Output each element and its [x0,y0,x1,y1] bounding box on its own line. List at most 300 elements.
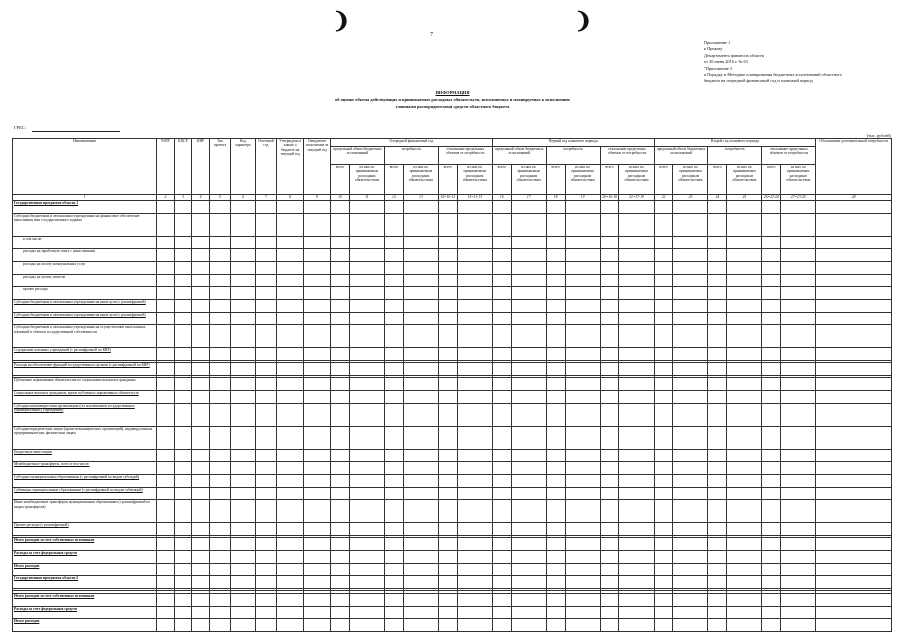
table-cell[interactable] [174,487,192,500]
table-cell[interactable] [654,606,673,619]
table-cell[interactable] [816,606,892,619]
table-cell[interactable] [304,391,331,404]
table-cell[interactable] [403,606,438,619]
table-cell[interactable] [816,538,892,551]
table-cell[interactable] [708,299,727,312]
table-cell[interactable] [304,274,331,287]
table-cell[interactable] [209,261,231,274]
table-cell[interactable] [673,201,708,214]
table-cell[interactable] [816,500,892,523]
table-cell[interactable] [762,274,781,287]
table-cell[interactable] [231,475,255,488]
table-cell[interactable] [816,426,892,449]
table-cell[interactable] [174,299,192,312]
table-cell[interactable] [192,426,210,449]
table-cell[interactable] [511,538,546,551]
table-cell[interactable] [654,378,673,391]
table-cell[interactable] [331,249,350,262]
table-cell[interactable] [304,236,331,249]
grbs-input-line[interactable] [32,131,120,132]
table-cell[interactable] [781,261,816,274]
table-cell[interactable] [565,487,600,500]
table-cell[interactable] [438,378,457,391]
table-cell[interactable] [511,563,546,576]
table-cell[interactable] [781,213,816,236]
table-cell[interactable] [331,487,350,500]
table-cell[interactable] [403,551,438,564]
table-cell[interactable] [384,261,403,274]
table-cell[interactable] [157,287,175,300]
table-cell[interactable] [708,348,727,361]
table-cell[interactable] [781,576,816,589]
table-cell[interactable] [277,274,304,287]
table-cell[interactable] [192,201,210,214]
table-cell[interactable] [438,274,457,287]
table-cell[interactable] [600,462,619,475]
table-cell[interactable] [708,274,727,287]
table-cell[interactable] [457,606,492,619]
table-cell[interactable] [403,449,438,462]
table-cell[interactable] [231,619,255,632]
table-cell[interactable] [438,299,457,312]
table-cell[interactable] [157,391,175,404]
table-cell[interactable] [492,475,511,488]
table-cell[interactable] [255,261,277,274]
table-cell[interactable] [511,487,546,500]
table-cell[interactable] [157,449,175,462]
table-cell[interactable] [781,312,816,325]
table-cell[interactable] [565,274,600,287]
table-cell[interactable] [654,391,673,404]
table-cell[interactable] [816,619,892,632]
table-cell[interactable] [673,563,708,576]
table-cell[interactable] [192,274,210,287]
table-cell[interactable] [209,325,231,348]
table-cell[interactable] [174,236,192,249]
table-cell[interactable] [619,475,654,488]
table-cell[interactable] [192,606,210,619]
table-cell[interactable] [816,475,892,488]
table-cell[interactable] [209,287,231,300]
table-cell[interactable] [157,403,175,426]
table-cell[interactable] [157,593,175,606]
table-cell[interactable] [192,363,210,376]
table-cell[interactable] [255,462,277,475]
table-cell[interactable] [762,449,781,462]
table-cell[interactable] [192,348,210,361]
table-cell[interactable] [457,426,492,449]
table-cell[interactable] [708,551,727,564]
table-cell[interactable] [277,449,304,462]
table-cell[interactable] [654,487,673,500]
table-cell[interactable] [157,487,175,500]
table-cell[interactable] [174,261,192,274]
table-cell[interactable] [174,523,192,536]
table-cell[interactable] [157,363,175,376]
table-cell[interactable] [174,462,192,475]
table-cell[interactable] [492,449,511,462]
table-cell[interactable] [565,213,600,236]
table-cell[interactable] [384,287,403,300]
table-cell[interactable] [708,261,727,274]
table-cell[interactable] [781,538,816,551]
table-cell[interactable] [654,325,673,348]
table-cell[interactable] [277,619,304,632]
table-cell[interactable] [546,576,565,589]
table-cell[interactable] [762,391,781,404]
table-cell[interactable] [492,576,511,589]
table-cell[interactable] [331,593,350,606]
table-cell[interactable] [304,619,331,632]
table-cell[interactable] [255,576,277,589]
table-cell[interactable] [565,523,600,536]
table-cell[interactable] [673,619,708,632]
table-cell[interactable] [492,462,511,475]
table-cell[interactable] [511,606,546,619]
table-cell[interactable] [511,299,546,312]
table-cell[interactable] [457,348,492,361]
table-cell[interactable] [349,363,384,376]
table-cell[interactable] [255,593,277,606]
table-cell[interactable] [673,249,708,262]
table-cell[interactable] [331,363,350,376]
table-cell[interactable] [384,576,403,589]
table-cell[interactable] [209,538,231,551]
table-cell[interactable] [209,619,231,632]
table-cell[interactable] [600,287,619,300]
table-cell[interactable] [727,449,762,462]
table-cell[interactable] [600,426,619,449]
table-cell[interactable] [546,403,565,426]
table-cell[interactable] [255,538,277,551]
table-cell[interactable] [619,551,654,564]
table-cell[interactable] [600,523,619,536]
table-cell[interactable] [304,403,331,426]
table-cell[interactable] [331,449,350,462]
table-cell[interactable] [781,363,816,376]
table-cell[interactable] [277,403,304,426]
table-cell[interactable] [546,201,565,214]
table-cell[interactable] [708,287,727,300]
table-cell[interactable] [157,523,175,536]
table-cell[interactable] [762,299,781,312]
table-cell[interactable] [565,249,600,262]
table-cell[interactable] [546,236,565,249]
table-cell[interactable] [816,348,892,361]
table-cell[interactable] [600,378,619,391]
table-cell[interactable] [492,619,511,632]
table-cell[interactable] [192,462,210,475]
table-cell[interactable] [619,312,654,325]
table-cell[interactable] [727,576,762,589]
table-cell[interactable] [654,201,673,214]
table-cell[interactable] [438,426,457,449]
table-cell[interactable] [231,261,255,274]
table-cell[interactable] [438,403,457,426]
table-cell[interactable] [457,213,492,236]
table-cell[interactable] [192,449,210,462]
table-cell[interactable] [673,593,708,606]
table-cell[interactable] [384,487,403,500]
table-cell[interactable] [403,363,438,376]
table-cell[interactable] [331,538,350,551]
table-cell[interactable] [619,325,654,348]
table-cell[interactable] [384,201,403,214]
table-cell[interactable] [209,449,231,462]
table-cell[interactable] [619,538,654,551]
table-cell[interactable] [384,312,403,325]
table-cell[interactable] [457,462,492,475]
table-cell[interactable] [727,619,762,632]
table-cell[interactable] [727,500,762,523]
table-cell[interactable] [600,576,619,589]
table-cell[interactable] [816,201,892,214]
table-cell[interactable] [762,201,781,214]
table-cell[interactable] [331,274,350,287]
table-cell[interactable] [708,475,727,488]
table-cell[interactable] [157,325,175,348]
table-cell[interactable] [384,475,403,488]
table-cell[interactable] [384,348,403,361]
table-cell[interactable] [565,475,600,488]
table-cell[interactable] [403,378,438,391]
table-cell[interactable] [231,500,255,523]
table-cell[interactable] [457,619,492,632]
table-cell[interactable] [255,299,277,312]
table-cell[interactable] [546,606,565,619]
table-cell[interactable] [255,487,277,500]
table-cell[interactable] [192,576,210,589]
table-cell[interactable] [708,426,727,449]
table-cell[interactable] [277,538,304,551]
table-cell[interactable] [277,249,304,262]
table-cell[interactable] [600,538,619,551]
table-cell[interactable] [209,363,231,376]
table-cell[interactable] [255,213,277,236]
table-cell[interactable] [174,201,192,214]
table-cell[interactable] [762,287,781,300]
table-cell[interactable] [209,551,231,564]
table-cell[interactable] [174,576,192,589]
table-cell[interactable] [511,462,546,475]
table-cell[interactable] [403,213,438,236]
table-cell[interactable] [209,487,231,500]
table-cell[interactable] [255,249,277,262]
table-cell[interactable] [255,403,277,426]
table-cell[interactable] [727,348,762,361]
table-cell[interactable] [565,500,600,523]
table-cell[interactable] [231,236,255,249]
table-cell[interactable] [781,287,816,300]
table-cell[interactable] [781,487,816,500]
table-cell[interactable] [438,538,457,551]
table-cell[interactable] [708,593,727,606]
table-cell[interactable] [816,261,892,274]
table-cell[interactable] [565,391,600,404]
table-cell[interactable] [174,325,192,348]
table-cell[interactable] [331,348,350,361]
table-cell[interactable] [762,538,781,551]
table-cell[interactable] [654,299,673,312]
table-cell[interactable] [816,213,892,236]
table-cell[interactable] [349,378,384,391]
table-cell[interactable] [438,363,457,376]
table-cell[interactable] [565,201,600,214]
table-cell[interactable] [654,403,673,426]
table-cell[interactable] [546,619,565,632]
table-cell[interactable] [600,403,619,426]
table-cell[interactable] [384,391,403,404]
table-cell[interactable] [192,213,210,236]
table-cell[interactable] [600,213,619,236]
table-cell[interactable] [231,378,255,391]
table-cell[interactable] [546,593,565,606]
table-cell[interactable] [255,449,277,462]
table-cell[interactable] [209,378,231,391]
table-cell[interactable] [304,563,331,576]
table-cell[interactable] [157,201,175,214]
table-cell[interactable] [673,551,708,564]
table-cell[interactable] [511,426,546,449]
table-cell[interactable] [349,287,384,300]
table-cell[interactable] [231,213,255,236]
table-cell[interactable] [600,551,619,564]
table-cell[interactable] [708,236,727,249]
table-cell[interactable] [157,274,175,287]
table-cell[interactable] [384,523,403,536]
table-cell[interactable] [762,475,781,488]
table-cell[interactable] [457,299,492,312]
table-cell[interactable] [192,249,210,262]
table-cell[interactable] [192,312,210,325]
table-cell[interactable] [277,348,304,361]
table-cell[interactable] [781,378,816,391]
table-cell[interactable] [304,606,331,619]
table-cell[interactable] [492,363,511,376]
table-cell[interactable] [349,487,384,500]
table-cell[interactable] [192,551,210,564]
table-cell[interactable] [174,606,192,619]
table-cell[interactable] [231,312,255,325]
table-cell[interactable] [403,538,438,551]
table-cell[interactable] [492,391,511,404]
table-cell[interactable] [708,538,727,551]
table-cell[interactable] [600,593,619,606]
table-cell[interactable] [511,325,546,348]
table-cell[interactable] [277,201,304,214]
table-cell[interactable] [457,363,492,376]
table-cell[interactable] [174,391,192,404]
table-cell[interactable] [209,426,231,449]
table-cell[interactable] [457,378,492,391]
table-cell[interactable] [673,500,708,523]
table-cell[interactable] [384,606,403,619]
table-cell[interactable] [492,500,511,523]
table-cell[interactable] [349,426,384,449]
table-cell[interactable] [231,606,255,619]
table-cell[interactable] [174,249,192,262]
table-cell[interactable] [708,378,727,391]
table-cell[interactable] [438,593,457,606]
table-cell[interactable] [349,348,384,361]
table-cell[interactable] [546,287,565,300]
table-cell[interactable] [546,213,565,236]
table-cell[interactable] [331,426,350,449]
table-cell[interactable] [565,363,600,376]
table-cell[interactable] [708,606,727,619]
table-cell[interactable] [708,449,727,462]
table-cell[interactable] [304,325,331,348]
table-cell[interactable] [403,391,438,404]
table-cell[interactable] [331,500,350,523]
table-cell[interactable] [511,403,546,426]
table-cell[interactable] [255,201,277,214]
table-cell[interactable] [619,236,654,249]
table-cell[interactable] [619,348,654,361]
table-cell[interactable] [384,563,403,576]
table-cell[interactable] [331,563,350,576]
table-cell[interactable] [781,391,816,404]
table-cell[interactable] [600,274,619,287]
table-cell[interactable] [816,551,892,564]
table-cell[interactable] [277,606,304,619]
table-cell[interactable] [277,391,304,404]
table-cell[interactable] [403,475,438,488]
table-cell[interactable] [403,593,438,606]
table-cell[interactable] [673,449,708,462]
table-cell[interactable] [438,325,457,348]
table-cell[interactable] [192,236,210,249]
table-cell[interactable] [438,261,457,274]
table-cell[interactable] [157,606,175,619]
table-cell[interactable] [174,213,192,236]
table-cell[interactable] [384,403,403,426]
table-cell[interactable] [209,348,231,361]
table-cell[interactable] [762,348,781,361]
table-cell[interactable] [600,391,619,404]
table-cell[interactable] [384,538,403,551]
table-cell[interactable] [619,426,654,449]
table-cell[interactable] [438,475,457,488]
table-cell[interactable] [708,213,727,236]
table-cell[interactable] [816,312,892,325]
table-cell[interactable] [816,403,892,426]
table-cell[interactable] [619,391,654,404]
table-cell[interactable] [565,538,600,551]
table-cell[interactable] [654,462,673,475]
table-cell[interactable] [304,378,331,391]
table-cell[interactable] [600,249,619,262]
table-cell[interactable] [781,274,816,287]
table-cell[interactable] [600,201,619,214]
table-cell[interactable] [209,213,231,236]
table-cell[interactable] [457,325,492,348]
table-cell[interactable] [438,449,457,462]
table-cell[interactable] [255,274,277,287]
table-cell[interactable] [349,500,384,523]
table-cell[interactable] [600,619,619,632]
table-cell[interactable] [174,563,192,576]
table-cell[interactable] [492,563,511,576]
table-cell[interactable] [511,619,546,632]
table-cell[interactable] [762,249,781,262]
table-cell[interactable] [654,363,673,376]
table-cell[interactable] [781,325,816,348]
table-cell[interactable] [654,287,673,300]
table-cell[interactable] [384,462,403,475]
table-cell[interactable] [157,236,175,249]
table-cell[interactable] [654,261,673,274]
